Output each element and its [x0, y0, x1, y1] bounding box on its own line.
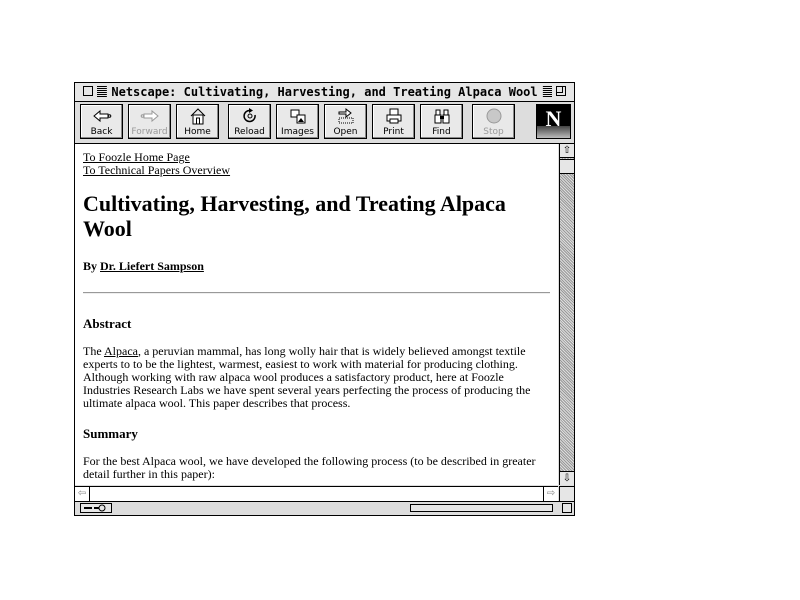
divider: [83, 292, 550, 294]
abstract-body: , a peruvian mammal, has long wolly hair that is widely believed amongst textile experts to to be the lightest, warmest, easiest to work with material for producing clothing. Although working with raw alpaca wool produces a satisfactory product, here at Foozle Industries Research Labs we have spent several years perfecting the process of producing the ultimate alpaca wool. This paper describes that process.: [83, 344, 531, 410]
netscape-logo[interactable]: [536, 104, 571, 139]
byline: [83, 259, 550, 273]
toolbar: [75, 102, 574, 144]
back-button[interactable]: [80, 104, 123, 139]
home-button[interactable]: [176, 104, 219, 139]
printer-icon: [373, 107, 414, 127]
logo-letter: N: [545, 106, 562, 131]
link-foozle-home[interactable]: To Foozle Home Page: [83, 150, 190, 164]
vertical-scrollbar[interactable]: [559, 144, 574, 485]
stop-icon: [473, 107, 514, 127]
forward-arrow-icon: [129, 107, 170, 127]
scroll-down-arrow-icon[interactable]: ⇩: [560, 471, 574, 485]
open-button[interactable]: [324, 104, 367, 139]
images-icon: [277, 107, 318, 127]
scroll-up-arrow-icon[interactable]: ⇧: [560, 144, 574, 158]
forward-label: Forward: [131, 127, 168, 137]
find-label: Find: [432, 127, 451, 137]
browser-window: [74, 82, 575, 516]
stop-button[interactable]: [472, 104, 515, 139]
broken-key-icon[interactable]: [80, 503, 112, 513]
alpaca-link[interactable]: Alpaca: [104, 344, 138, 358]
home-icon: [177, 107, 218, 127]
back-arrow-icon: [81, 107, 122, 127]
print-button[interactable]: [372, 104, 415, 139]
back-label: Back: [90, 127, 113, 137]
stop-label: Stop: [483, 127, 504, 137]
print-label: Print: [383, 127, 404, 137]
close-box[interactable]: [83, 86, 93, 96]
reload-icon: [229, 107, 270, 127]
title-bar[interactable]: [75, 83, 574, 102]
link-technical-papers[interactable]: To Technical Papers Overview: [83, 163, 231, 177]
page-content[interactable]: [75, 144, 558, 485]
horizontal-scrollbar[interactable]: [75, 486, 558, 501]
scroll-left-arrow-icon[interactable]: ⇦: [75, 487, 90, 501]
open-label: Open: [333, 127, 358, 137]
zoom-box[interactable]: [556, 86, 566, 96]
summary-heading: Summary: [83, 426, 138, 441]
reload-label: Reload: [234, 127, 265, 137]
window-title: Netscape: Cultivating, Harvesting, and Treating Alpaca Wool: [106, 84, 542, 100]
binoculars-icon: [421, 107, 462, 127]
open-icon: [325, 107, 366, 127]
progress-bar: [410, 504, 553, 512]
scrollbar-corner: [559, 486, 574, 501]
scroll-right-arrow-icon[interactable]: ⇨: [543, 487, 558, 501]
abstract-paragraph: [83, 345, 550, 410]
images-label: Images: [281, 127, 314, 137]
page-title: Cultivating, Harvesting, and Treating Alpaca Wool: [83, 191, 506, 241]
scroll-thumb[interactable]: [560, 159, 574, 174]
size-box[interactable]: [562, 503, 572, 513]
author-link[interactable]: Dr. Liefert Sampson: [100, 259, 204, 273]
status-bar: [75, 501, 574, 515]
images-button[interactable]: [276, 104, 319, 139]
abstract-pre: The: [83, 344, 102, 358]
summary-paragraph: For the best Alpaca wool, we have developed the following process (to be described in greater detail further in this paper):: [83, 454, 536, 481]
home-label: Home: [184, 127, 211, 137]
byline-prefix: By: [83, 259, 98, 273]
reload-button[interactable]: [228, 104, 271, 139]
forward-button[interactable]: [128, 104, 171, 139]
abstract-heading: Abstract: [83, 316, 132, 331]
find-button[interactable]: [420, 104, 463, 139]
